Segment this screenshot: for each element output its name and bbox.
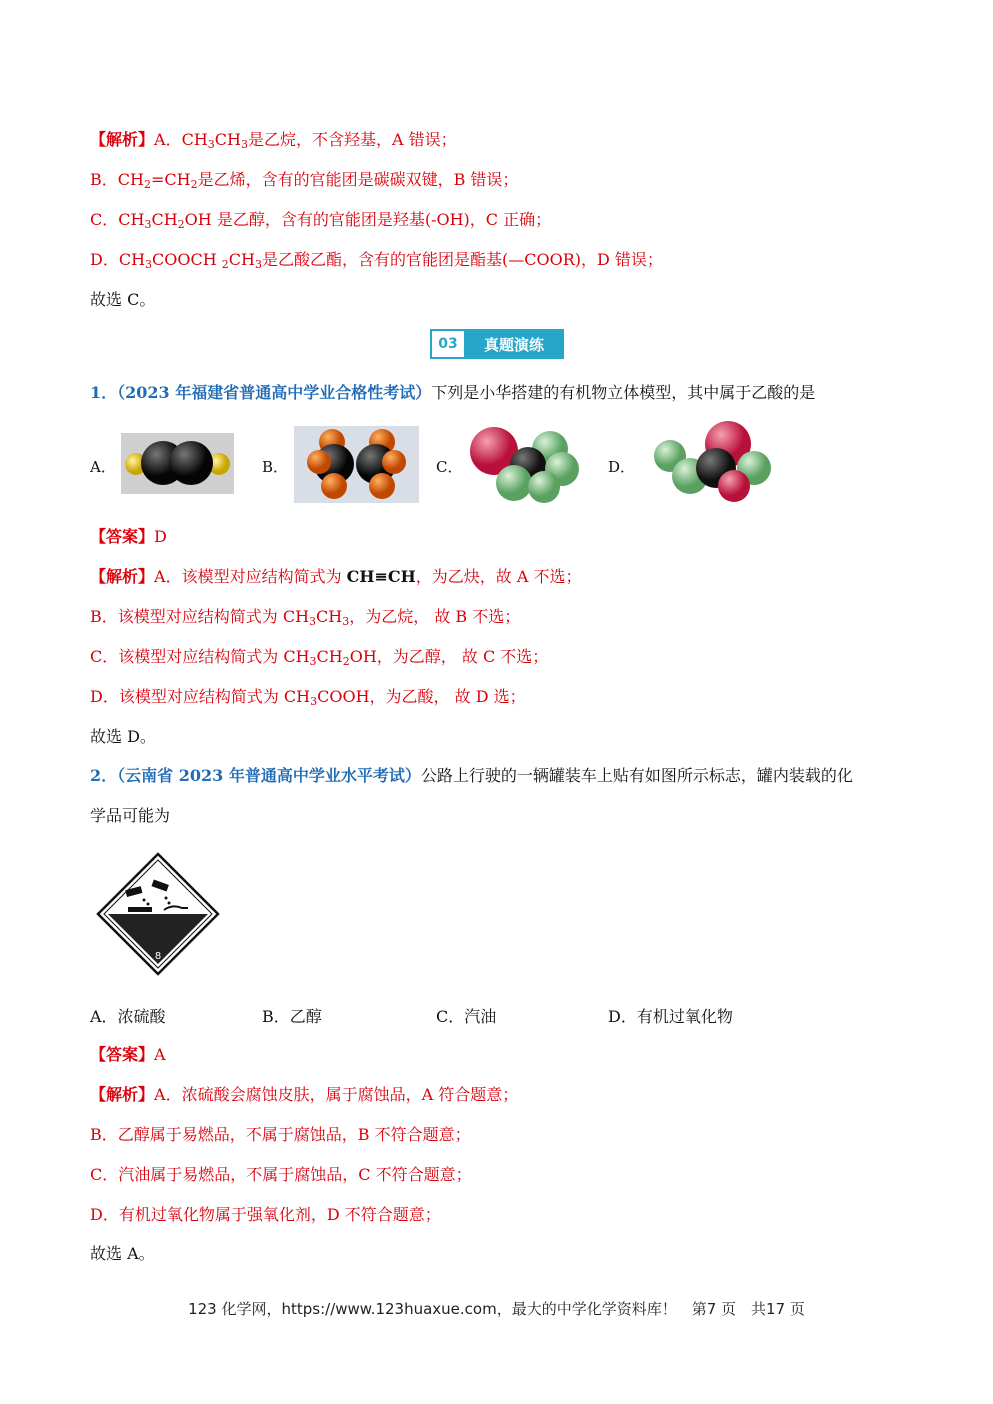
q2-answer: 【答案】A: [90, 1045, 166, 1064]
q1-analysis-line-d: D．该模型对应结构简式为 $CH_3COOH$，为乙酸， 故 D 选；: [90, 687, 526, 708]
section-number: 03: [430, 329, 464, 359]
q1-model-d-image: [650, 420, 774, 504]
q2-analysis-line-c: C．汽油属于易燃品，不属于腐蚀品，C 不符合题意；: [90, 1165, 472, 1184]
q1-analysis-line-a: 【解析】A．该模型对应结构简式为 CH≡CH，为乙炔，故 A 不选；: [90, 567, 582, 586]
sign-number: 8: [154, 951, 162, 962]
q2-analysis-line-d: D．有机过氧化物属于强氧化剂，D 不符合题意；: [90, 1205, 441, 1224]
q1-option-b-label: B．: [262, 458, 289, 476]
q1-model-a-image: [121, 433, 234, 494]
prev-analysis-line-a: 【解析】A．$CH_3CH_3$是乙烷，不含羟基，A 错误；: [90, 130, 457, 151]
q1-analysis-line-b: B．该模型对应结构简式为 $CH_3CH_3$，为乙烷， 故 B 不选；: [90, 607, 521, 628]
q2-choice-b: B．乙醇: [262, 1007, 322, 1026]
q1-option-c-label: C．: [436, 458, 463, 476]
corrosive-hazard-sign-image: [96, 852, 220, 976]
q1-option-a-label: A．: [90, 458, 116, 476]
q1-answer: 【答案】D: [90, 527, 167, 546]
q1-option-d-label: D．: [608, 458, 636, 476]
q2-stem: 2．（云南省 2023 年普通高中学业水平考试）公路上行驶的一辆罐装车上贴有如图所示标志，罐内装载的化: [90, 766, 853, 785]
q1-analysis-line-c: C．该模型对应结构简式为 $CH_3CH_2OH$，为乙醇， 故 C 不选；: [90, 647, 549, 668]
q1-stem: 1．（2023 年福建省普通高中学业合格性考试）下列是小华搭建的有机物立体模型，其中属于乙酸的是: [90, 383, 816, 402]
prev-analysis-line-d: D．$CH_3COOCH$ $_2CH_3$是乙酸乙酯，含有的官能团是酯基(—COOR)，D 错误；: [90, 250, 663, 271]
prev-analysis-line-b: B．$CH_2=CH_2$是乙烯，含有的官能团是碳碳双键，B 错误；: [90, 170, 519, 191]
section-title: 真题演练: [464, 329, 564, 359]
q2-choice-d: D．有机过氧化物: [608, 1007, 733, 1026]
q2-analysis-line-a: 【解析】A．浓硫酸会腐蚀皮肤，属于腐蚀品，A 符合题意；: [90, 1085, 519, 1104]
prev-conclusion: 故选 C。: [90, 290, 156, 309]
page-footer: 123 化学网，https://www.123huaxue.com，最大的中学化学资料库！ 第7 页 共17 页: [188, 1300, 805, 1318]
q2-choice-c: C．汽油: [436, 1007, 497, 1026]
q1-model-c-image: [466, 425, 584, 503]
section-badge: [430, 329, 564, 359]
q1-model-b-image: [294, 426, 419, 503]
q1-conclusion: 故选 D。: [90, 727, 156, 746]
q2-analysis-line-b: B．乙醇属于易燃品，不属于腐蚀品，B 不符合题意；: [90, 1125, 471, 1144]
q2-choice-a: A．浓硫酸: [90, 1007, 166, 1026]
q2-conclusion: 故选 A。: [90, 1244, 155, 1263]
q2-stem-cont: 学品可能为: [90, 806, 171, 825]
prev-analysis-line-c: C．$CH_3CH_2OH$ 是乙醇，含有的官能团是羟基(-OH)，C 正确；: [90, 210, 552, 231]
